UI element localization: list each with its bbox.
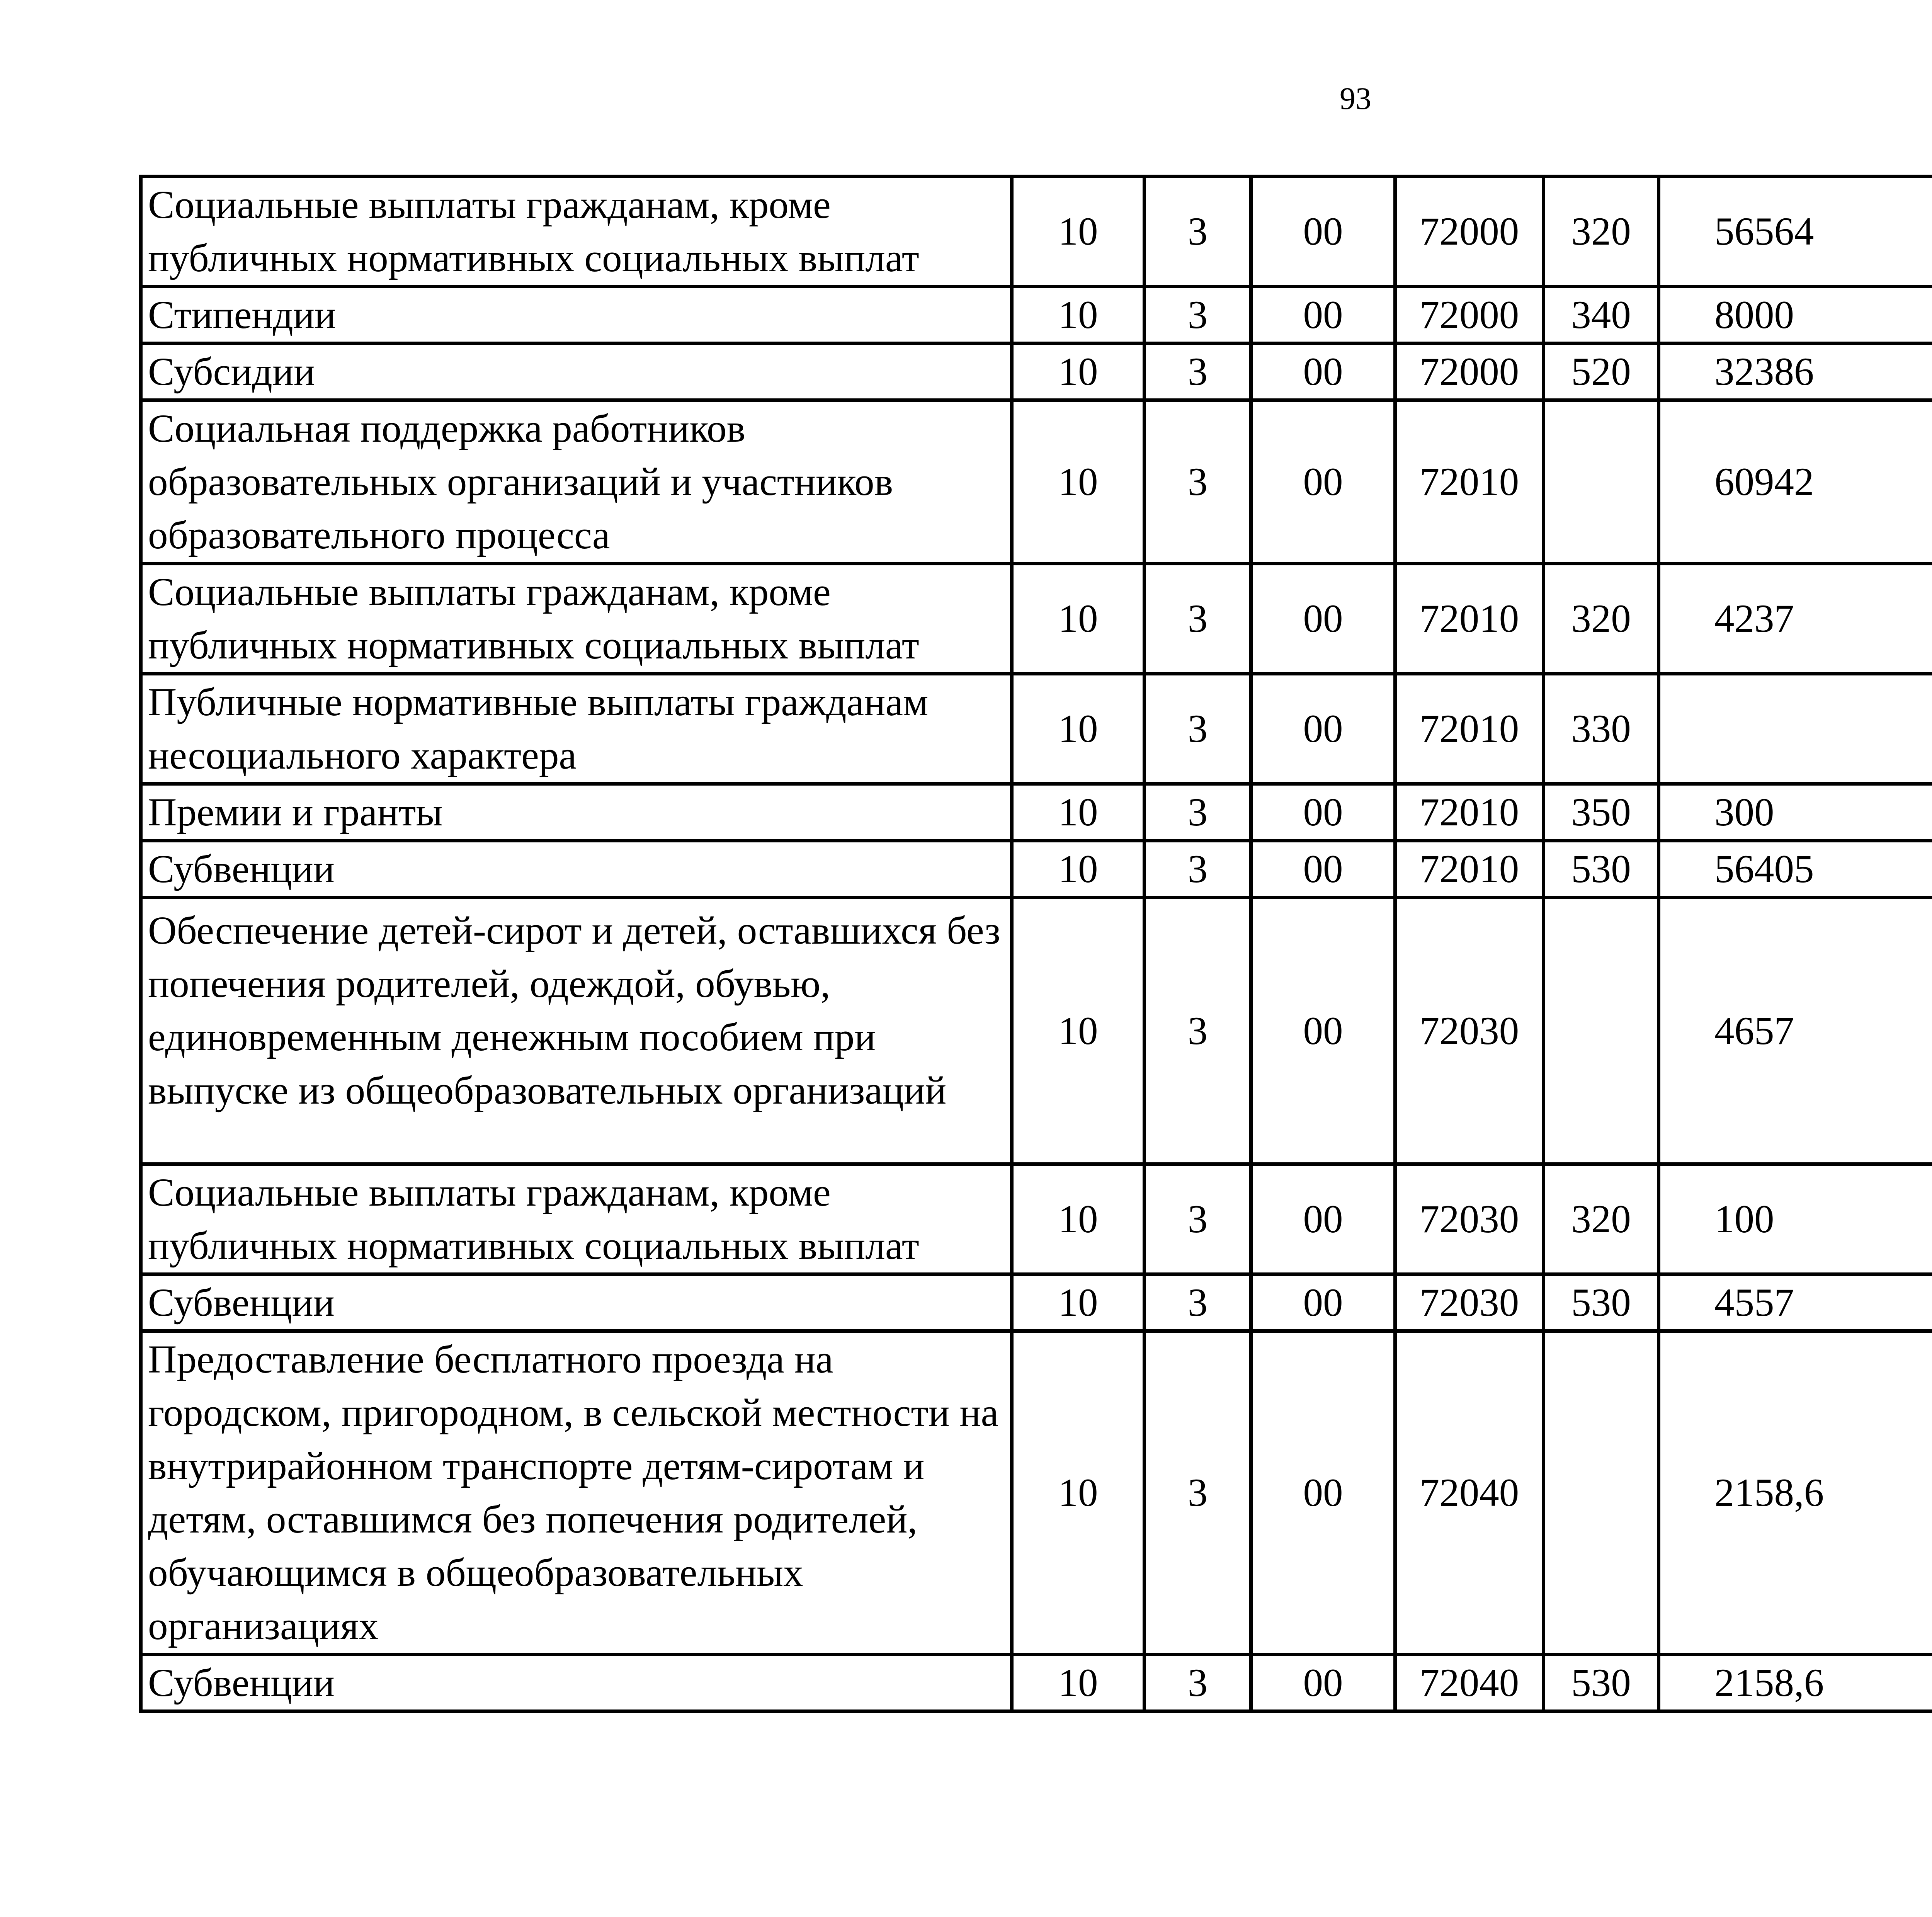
cell-expense-type [1544, 400, 1659, 564]
cell-section: 10 [1012, 841, 1145, 898]
cell-target-code: 72010 [1395, 841, 1544, 898]
cell-section: 10 [1012, 564, 1145, 674]
cell-program-code: 00 [1251, 1274, 1395, 1331]
cell-section: 10 [1012, 898, 1145, 1164]
row-name: Стипендии [141, 287, 1012, 344]
row-name: Социальная поддержка работников образовательных организаций и участников образовательного процесса [141, 400, 1012, 564]
row-name: Премии и гранты [141, 784, 1012, 841]
cell-amount-1: 32386 [1659, 344, 1932, 400]
cell-program-code: 00 [1251, 1164, 1395, 1274]
cell-expense-type: 530 [1544, 841, 1659, 898]
cell-target-code: 72010 [1395, 674, 1544, 784]
row-name: Субвенции [141, 1274, 1012, 1331]
cell-target-code: 72030 [1395, 1164, 1544, 1274]
cell-program-code: 00 [1251, 400, 1395, 564]
cell-amount-1: 56405 [1659, 841, 1932, 898]
cell-subsection: 3 [1145, 1331, 1251, 1655]
cell-program-code: 00 [1251, 564, 1395, 674]
cell-section: 10 [1012, 287, 1145, 344]
table-row [141, 674, 1932, 784]
table-row [141, 1164, 1932, 1274]
table-row [141, 898, 1932, 1164]
cell-section: 10 [1012, 674, 1145, 784]
table-row [141, 177, 1932, 287]
cell-target-code: 72010 [1395, 400, 1544, 564]
cell-subsection: 3 [1145, 564, 1251, 674]
cell-target-code: 72000 [1395, 287, 1544, 344]
cell-program-code: 00 [1251, 898, 1395, 1164]
cell-section: 10 [1012, 1164, 1145, 1274]
cell-expense-type: 520 [1544, 344, 1659, 400]
cell-amount-1 [1659, 674, 1932, 784]
cell-amount-1: 8000 [1659, 287, 1932, 344]
cell-expense-type: 350 [1544, 784, 1659, 841]
cell-subsection: 3 [1145, 1274, 1251, 1331]
table-row [141, 287, 1932, 344]
cell-section: 10 [1012, 1331, 1145, 1655]
cell-expense-type [1544, 1331, 1659, 1655]
cell-target-code: 72000 [1395, 177, 1544, 287]
cell-expense-type: 530 [1544, 1274, 1659, 1331]
row-name: Субвенции [141, 1655, 1012, 1711]
cell-program-code: 00 [1251, 177, 1395, 287]
cell-amount-1: 56564 [1659, 177, 1932, 287]
cell-section: 10 [1012, 1655, 1145, 1711]
row-name: Социальные выплаты гражданам, кроме публичных нормативных социальных выплат [141, 1164, 1012, 1274]
cell-amount-1: 300 [1659, 784, 1932, 841]
cell-subsection: 3 [1145, 400, 1251, 564]
cell-amount-1: 4657 [1659, 898, 1932, 1164]
budget-table [139, 175, 1932, 1713]
cell-amount-1: 4237 [1659, 564, 1932, 674]
cell-subsection: 3 [1145, 1164, 1251, 1274]
table-row [141, 400, 1932, 564]
cell-amount-1: 60942 [1659, 400, 1932, 564]
cell-target-code: 72010 [1395, 564, 1544, 674]
row-name: Социальные выплаты гражданам, кроме публичных нормативных социальных выплат [141, 564, 1012, 674]
row-name: Обеспечение детей-сирот и детей, оставшихся без попечения родителей, одеждой, обувью, единовременным денежным пособием при выпуске из общеобразовательных организаций [141, 898, 1012, 1164]
page-number: 93 [1340, 81, 1371, 116]
table-row [141, 1274, 1932, 1331]
row-name: Публичные нормативные выплаты гражданам несоциального характера [141, 674, 1012, 784]
cell-section: 10 [1012, 1274, 1145, 1331]
cell-amount-1: 100 [1659, 1164, 1932, 1274]
cell-subsection: 3 [1145, 177, 1251, 287]
cell-section: 10 [1012, 400, 1145, 564]
cell-expense-type: 320 [1544, 1164, 1659, 1274]
cell-expense-type: 530 [1544, 1655, 1659, 1711]
table-row [141, 344, 1932, 400]
cell-subsection: 3 [1145, 898, 1251, 1164]
table-row [141, 1655, 1932, 1711]
cell-program-code: 00 [1251, 674, 1395, 784]
table-row [141, 564, 1932, 674]
table-row [141, 1331, 1932, 1655]
cell-expense-type: 320 [1544, 177, 1659, 287]
cell-section: 10 [1012, 177, 1145, 287]
cell-program-code: 00 [1251, 784, 1395, 841]
cell-target-code: 72010 [1395, 784, 1544, 841]
cell-target-code: 72030 [1395, 898, 1544, 1164]
cell-subsection: 3 [1145, 841, 1251, 898]
cell-expense-type [1544, 898, 1659, 1164]
cell-program-code: 00 [1251, 841, 1395, 898]
row-name: Субвенции [141, 841, 1012, 898]
cell-expense-type: 330 [1544, 674, 1659, 784]
row-name: Предоставление бесплатного проезда на городском, пригородном, в сельской местности на внутрирайонном транспорте детям-сиротам и детям, оставшимся без попечения родителей, обучающимся в общеобразовательных организациях [141, 1331, 1012, 1655]
cell-amount-1: 2158,6 [1659, 1655, 1932, 1711]
cell-amount-1: 4557 [1659, 1274, 1932, 1331]
cell-target-code: 72040 [1395, 1655, 1544, 1711]
cell-expense-type: 340 [1544, 287, 1659, 344]
cell-section: 10 [1012, 344, 1145, 400]
cell-subsection: 3 [1145, 344, 1251, 400]
cell-section: 10 [1012, 784, 1145, 841]
cell-target-code: 72030 [1395, 1274, 1544, 1331]
cell-program-code: 00 [1251, 287, 1395, 344]
cell-program-code: 00 [1251, 344, 1395, 400]
cell-amount-1: 2158,6 [1659, 1331, 1932, 1655]
cell-program-code: 00 [1251, 1655, 1395, 1711]
table-row [141, 841, 1932, 898]
table-row [141, 784, 1932, 841]
cell-target-code: 72000 [1395, 344, 1544, 400]
cell-subsection: 3 [1145, 287, 1251, 344]
cell-expense-type: 320 [1544, 564, 1659, 674]
row-name: Социальные выплаты гражданам, кроме публичных нормативных социальных выплат [141, 177, 1012, 287]
cell-target-code: 72040 [1395, 1331, 1544, 1655]
cell-subsection: 3 [1145, 784, 1251, 841]
cell-subsection: 3 [1145, 674, 1251, 784]
cell-program-code: 00 [1251, 1331, 1395, 1655]
cell-subsection: 3 [1145, 1655, 1251, 1711]
row-name: Субсидии [141, 344, 1012, 400]
